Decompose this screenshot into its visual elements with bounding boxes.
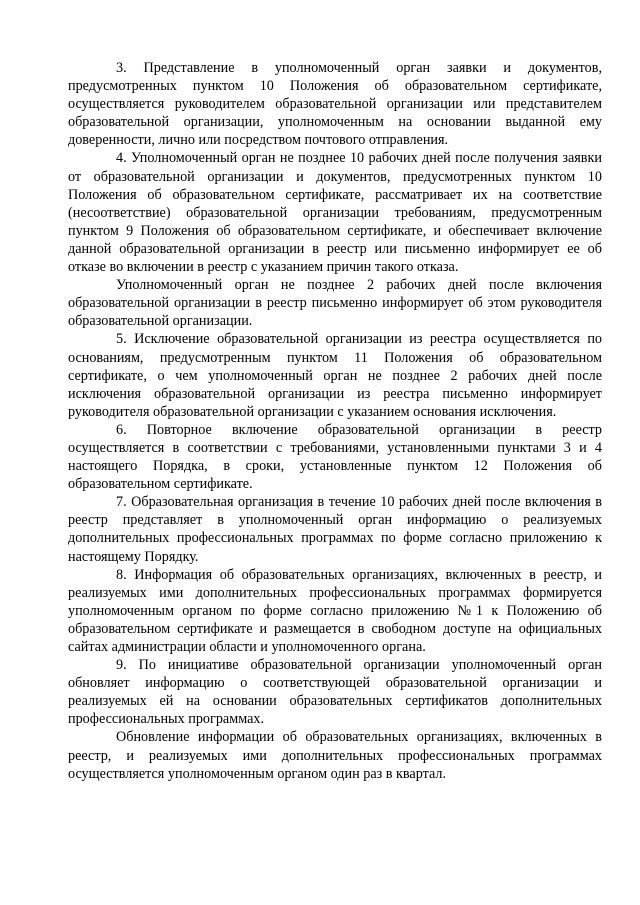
document-body	[68, 59, 602, 783]
paragraph-item-6: 6. Повторное включение образовательной организации в реестр осуществляется в соответствии с требованиями, установленными пунктами 3 и 4 настоящего Порядка, в сроки, установленные пунктом 12 Положения об образовательном сертификате.	[68, 421, 602, 493]
paragraph-item-7: 7. Образовательная организация в течение 10 рабочих дней после включения в реестр представляет в уполномоченный орган информацию о реализуемых дополнительных профессиональных программах по форме согласно приложению к настоящему Порядку.	[68, 494, 602, 565]
paragraph-item-8: 8. Информация об образовательных организациях, включенных в реестр, и реализуемых ими дополнительных профессиональных программах формируется уполномоченным органом по форме согласно приложению №1 к Положению об образовательном сертификате и размещается в свободном доступе на официальных сайтах администрации области и уполномоченного органа.	[68, 566, 602, 655]
paragraph-item-5: 5. Исключение образовательной организации из реестра осуществляется по основаниям, предусмотренным пунктом 11 Положения об образовательном сертификате, о чем уполномоченный орган не позднее 2 рабочих дней после исключения образовательной организации из реестра письменно информирует руководителя образовательной организации с указанием основания исключения.	[68, 331, 602, 420]
paragraph-item-9-continued: Обновление информации об образовательных организациях, включенных в реестр, и реализуемых ими дополнительных профессиональных программах осуществляется уполномоченным органом один раз в квартал.	[68, 729, 602, 782]
paragraph-item-9: 9. По инициативе образовательной организации уполномоченный орган обновляет информацию о соответствующей образовательной организации и реализуемых ей на основании образовательных сертификатов дополнительных профессиональных программах.	[68, 657, 602, 728]
paragraph-item-4: 4. Уполномоченный орган не позднее 10 рабочих дней после получения заявки от образовательной организации и документов, предусмотренных пунктом 10 Положения об образовательном сертификате, рассматривает их на соответствие (несоответствие) образовательной организации требованиям, предусмотренным пунктом 9 Положения об образовательном сертификате, и обеспечивает включение данной образовательной организации в реестр или письменно информирует ее об отказе во включении в реестр с указанием причин такого отказа.	[68, 150, 602, 276]
paragraph-item-4-continued: Уполномоченный орган не позднее 2 рабочих дней после включения образовательной организации в реестр письменно информирует об этом руководителя образовательной организации.	[68, 277, 602, 330]
paragraph-item-3: 3. Представление в уполномоченный орган заявки и документов, предусмотренных пунктом 10 Положения об образовательном сертификате, осуществляется руководителем образовательной организации или представителем образовательной организации, уполномоченным на основании выданной ему доверенности, лично или посредством почтового отправления.	[68, 60, 602, 149]
